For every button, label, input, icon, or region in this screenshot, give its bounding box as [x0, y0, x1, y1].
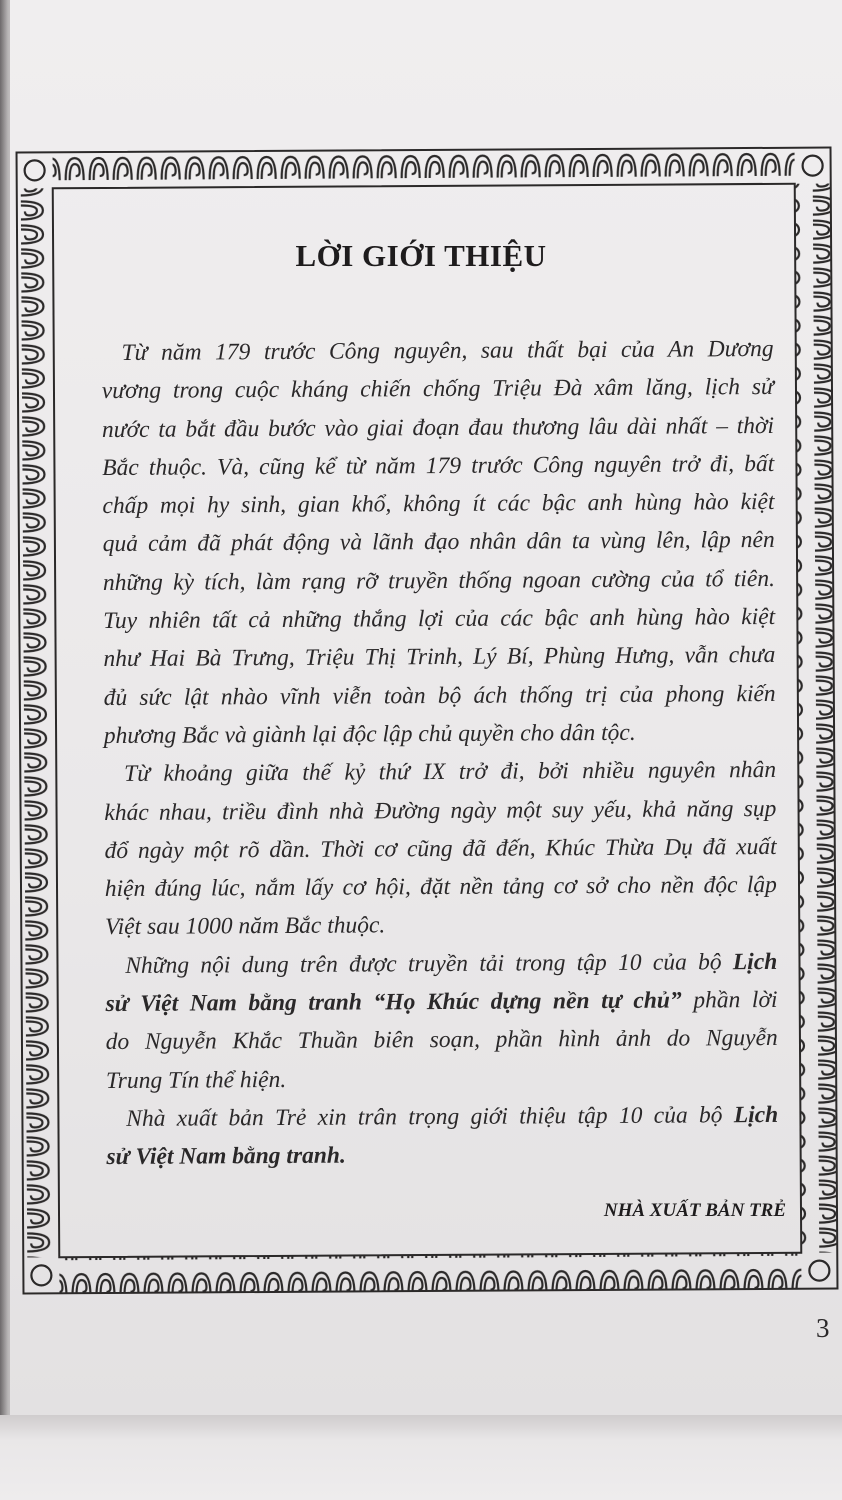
text-segment: Nhà xuất bản Trẻ xin trân trọng giới thiệu tập 10 của bộ: [126, 1102, 734, 1132]
publisher-signature: NHÀ XUẤT BẢN TRẺ: [603, 1200, 786, 1221]
text-line: [105, 904, 777, 946]
text-line: [102, 368, 774, 410]
text-segment: Từ khoảng giữa thế kỷ thứ IX trở đi, bởi nhiều nguyên nhân: [124, 757, 777, 788]
text-segment: đủ sức lật nhào vĩnh viễn toàn bộ ách thống trị của phong kiến: [103, 680, 776, 711]
text-segment: phương Bắc và giành lại độc lập chủ quyền cho dân tộc.: [103, 719, 636, 750]
text-segment: Những nội dung trên được truyền tải trong tập 10 của bộ: [125, 948, 733, 979]
text-line: [102, 483, 774, 525]
background-surface: [0, 1415, 842, 1500]
text-segment: hiện đúng lúc, nắm lấy cơ hội, đặt nền tảng cơ sở cho nền độc lập: [104, 872, 777, 903]
text-line: [106, 1058, 778, 1100]
text-line: [103, 598, 775, 640]
text-segment: Từ năm 179 trước Công nguyên, sau thất bại của An Dương: [121, 335, 774, 366]
text-line: [102, 407, 774, 449]
text-segment: Trung Tín thể hiện.: [105, 1066, 287, 1094]
text-segment: nước ta bắt đầu bước vào giai đoạn đau thương lâu dài nhất – thời: [101, 412, 775, 443]
introduction-text: [101, 330, 778, 1177]
bold-text: Lịch: [732, 948, 778, 975]
text-line: [103, 560, 775, 602]
text-line: [105, 981, 777, 1023]
text-segment: Tuy nhiên tất cả những thắng lợi của các bậc anh hùng hào kiệt: [103, 604, 776, 635]
text-line: [105, 866, 777, 908]
text-line: [104, 790, 776, 832]
text-segment: quả cảm đã phát động và lãnh đạo nhân dân ta vùng lên, lập nên: [102, 527, 775, 558]
text-line: [103, 521, 775, 563]
text-line: [106, 1096, 778, 1138]
bold-text: sử Việt Nam bằng tranh.: [106, 1142, 346, 1171]
text-line: [104, 751, 776, 793]
text-line: [105, 943, 777, 985]
bold-text: Lịch: [733, 1101, 779, 1129]
page-title: LỜI GIỚI THIỆU: [295, 238, 547, 273]
page-number: 3: [816, 1313, 830, 1343]
text-segment: Bắc thuộc. Và, cũng kể từ năm 179 trước Công nguyên trở đi, bất: [102, 450, 775, 481]
text-segment: khác nhau, triều đình nhà Đường ngày một suy yếu, khả năng sụp: [104, 795, 777, 826]
text-segment: vương trong cuộc kháng chiến chống Triệu Đà xâm lăng, lịch sử: [101, 374, 774, 405]
text-line: [102, 445, 774, 487]
text-segment: đổ ngày một rõ dần. Thời cơ cũng đã đến, Khúc Thừa Dụ đã xuất: [104, 833, 777, 864]
text-line: [106, 1019, 778, 1061]
bold-text: sử Việt Nam bằng tranh “Họ Khúc dựng nền tự chủ”: [105, 987, 682, 1018]
text-line: [104, 828, 776, 870]
text-segment: những kỳ tích, làm rạng rỡ truyền thống ngoan cường của tổ tiên.: [102, 565, 776, 596]
text-line: [104, 713, 776, 755]
text-line: [101, 330, 773, 372]
text-segment: phần lời: [681, 986, 778, 1014]
text-segment: Việt sau 1000 năm Bắc thuộc.: [104, 912, 386, 941]
text-line: [106, 1134, 778, 1176]
text-line: [103, 636, 775, 678]
text-segment: chấp mọi hy sinh, gian khổ, không ít các bậc anh hùng hào kiệt: [102, 489, 775, 520]
text-segment: do Nguyễn Khắc Thuần biên soạn, phần hình ảnh do Nguyễn: [105, 1025, 778, 1056]
text-segment: như Hai Bà Trưng, Triệu Thị Trinh, Lý Bí, Phùng Hưng, vẫn chưa: [103, 642, 776, 673]
text-line: [104, 675, 776, 717]
